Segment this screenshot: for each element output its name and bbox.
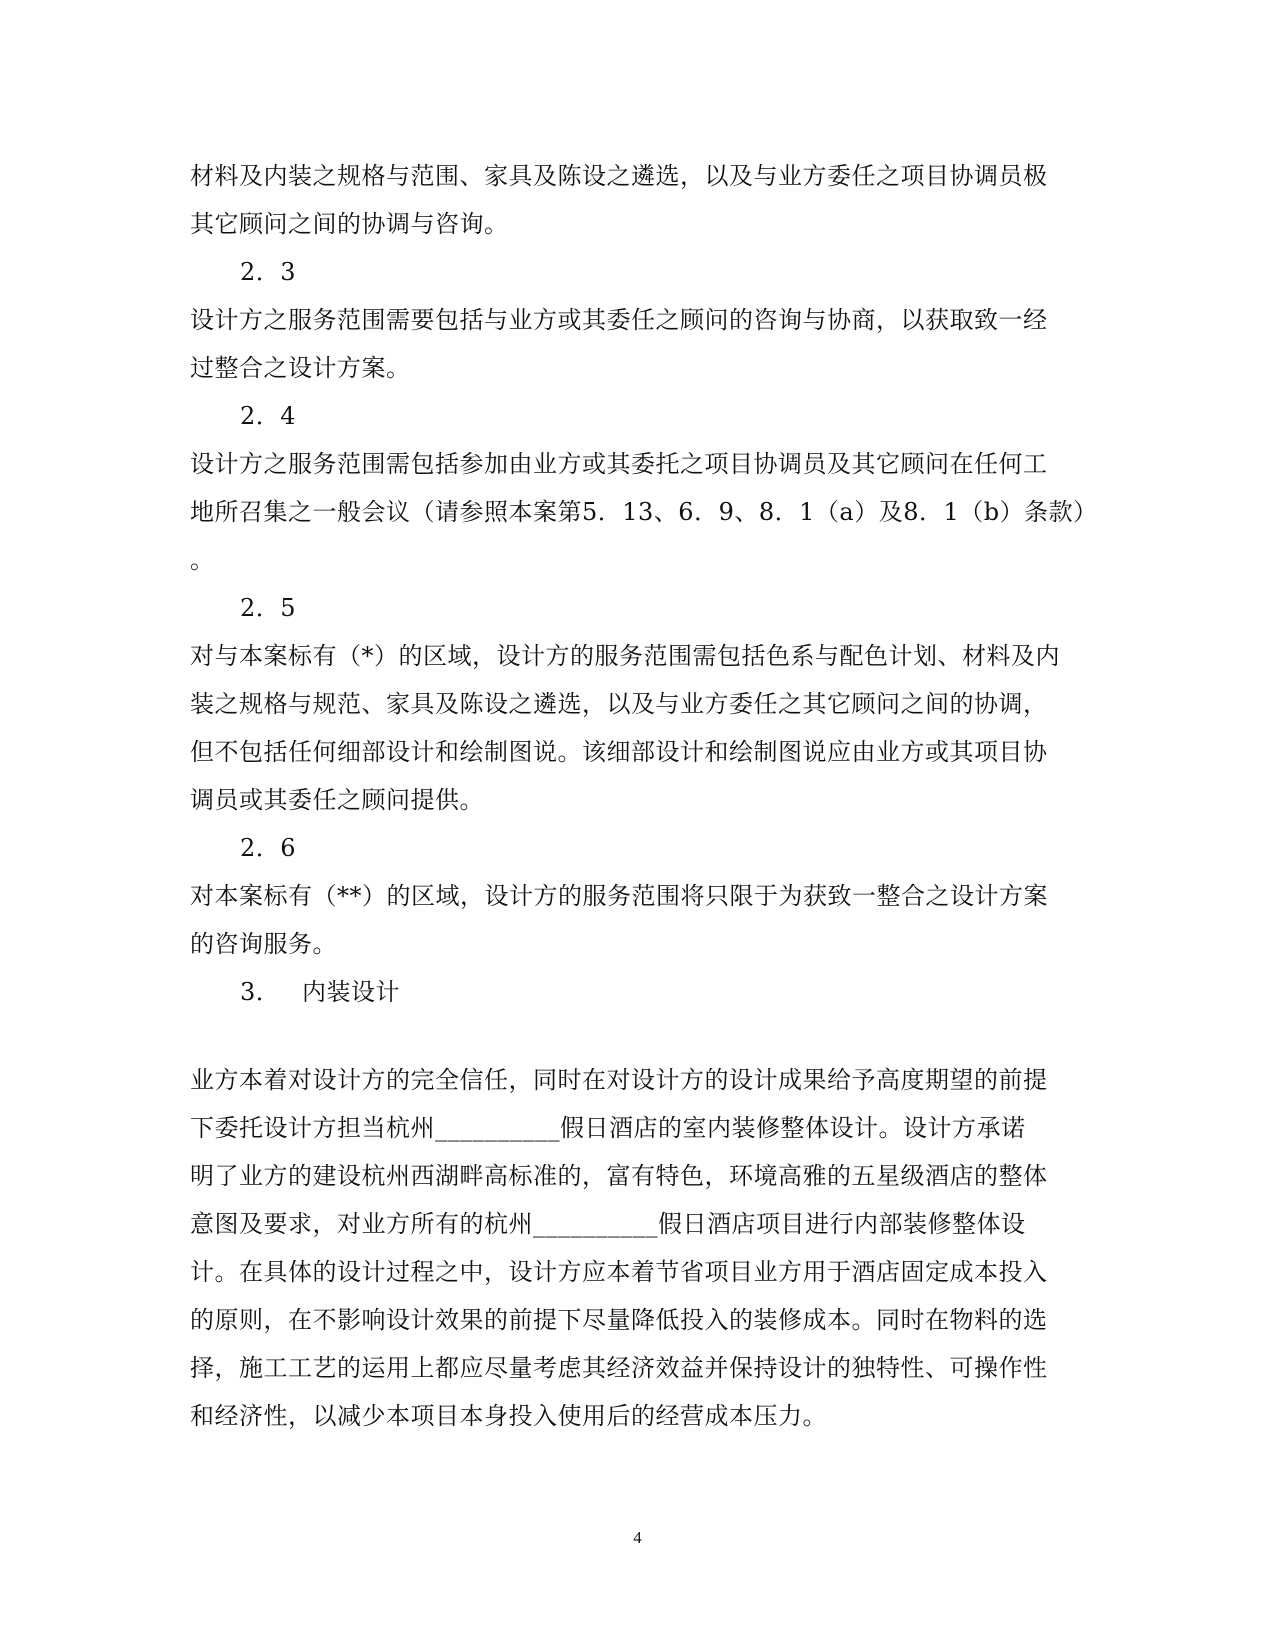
paragraph-line: 对与本案标有（*）的区域，设计方的服务范围需包括色系与配色计划、材料及内 (190, 642, 1060, 670)
section-number-2-4: 2．4 (240, 402, 297, 430)
section-number-2-5: 2．5 (240, 594, 297, 622)
paragraph-line: 择，施工工艺的运用上都应尽量考虑其经济效益并保持设计的独特性、可操作性 (190, 1354, 1048, 1382)
paragraph-line: 调员或其委任之顾问提供。 (190, 786, 484, 814)
paragraph-line: 下委托设计方担当杭州__________假日酒店的室内装修整体设计。设计方承诺 (190, 1114, 1026, 1142)
paragraph-line: 意图及要求，对业方所有的杭州__________假日酒店项目进行内部装修整体设 (190, 1210, 1026, 1238)
paragraph-spacer (190, 1016, 1080, 1056)
paragraph-line: 计。在具体的设计过程之中，设计方应本着节省项目业方用于酒店固定成本投入 (190, 1258, 1048, 1286)
section-title-3: 内装设计 (302, 978, 400, 1006)
section-number-3: 3． (240, 978, 281, 1006)
paragraph-line: 对本案标有（**）的区域，设计方的服务范围将只限于为获致一整合之设计方案 (190, 882, 1048, 910)
section-heading-3 (190, 968, 1080, 1016)
paragraph-line: 的咨询服务。 (190, 930, 337, 958)
paragraph-line: 和经济性，以减少本项目本身投入使用后的经营成本压力。 (190, 1402, 827, 1430)
section-number-2-6: 2．6 (240, 834, 297, 862)
body-text (190, 152, 1098, 1440)
paragraph-line: 设计方之服务范围需要包括与业方或其委任之顾问的咨询与协商，以获取致一经 (190, 306, 1048, 334)
page-number: 4 (633, 1528, 642, 1547)
paragraph-line: 业方本着对设计方的完全信任，同时在对设计方的设计成果给予高度期望的前提 (190, 1066, 1048, 1094)
paragraph-line: 。 (190, 546, 215, 574)
paragraph-line: 材料及内装之规格与范围、家具及陈设之遴选，以及与业方委任之项目协调员极 (190, 162, 1048, 190)
paragraph-line: 其它顾问之间的协调与咨询。 (190, 210, 509, 238)
paragraph-line: 设计方之服务范围需包括参加由业方或其委托之项目协调员及其它顾问在任何工 (190, 450, 1048, 478)
paragraph-line: 地所召集之一般会议（请参照本案第5．13、6．9、8．1（a）及8．1（b）条款） (190, 498, 1098, 526)
paragraph-line: 的原则，在不影响设计效果的前提下尽量降低投入的装修成本。同时在物料的选 (190, 1306, 1048, 1334)
paragraph-line: 但不包括任何细部设计和绘制图说。该细部设计和绘制图说应由业方或其项目协 (190, 738, 1048, 766)
section-number-2-3: 2．3 (240, 258, 297, 286)
paragraph-line: 明了业方的建设杭州西湖畔高标准的，富有特色，环境高雅的五星级酒店的整体 (190, 1162, 1048, 1190)
paragraph-line: 装之规格与规范、家具及陈设之遴选，以及与业方委任之其它顾问之间的协调， (190, 690, 1048, 718)
paragraph-line: 过整合之设计方案。 (190, 354, 411, 382)
